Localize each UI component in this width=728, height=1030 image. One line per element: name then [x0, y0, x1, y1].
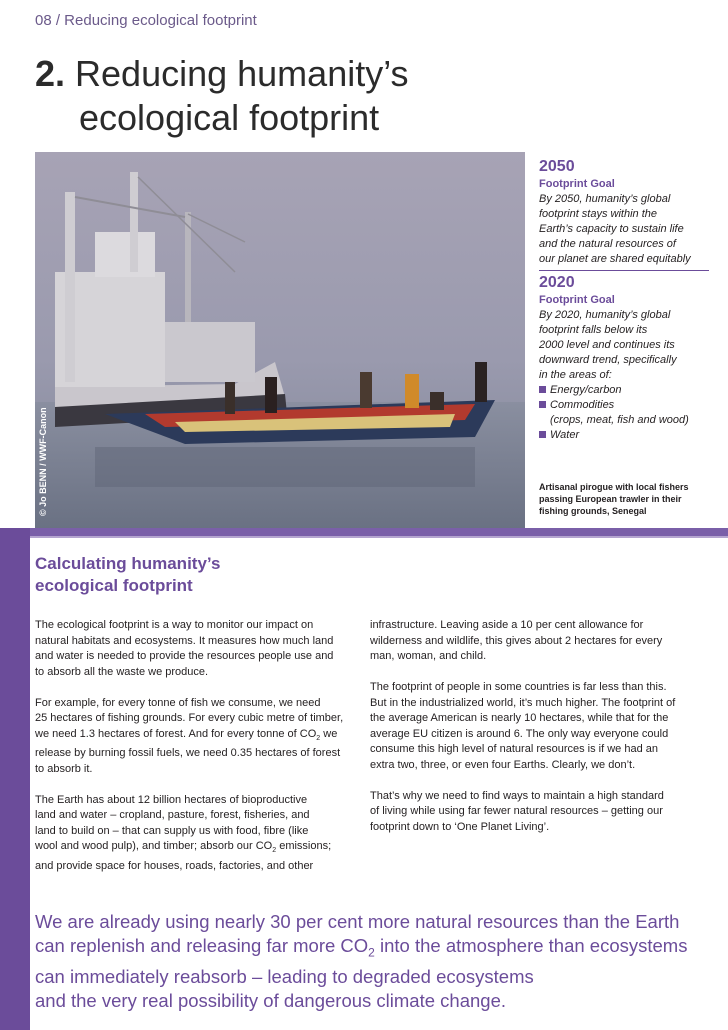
running-head: 08 / Reducing ecological footprint	[35, 12, 257, 29]
photo-caption	[539, 481, 709, 517]
text-line: footprint down to ‘One Planet Living’.	[370, 820, 550, 833]
goal-2050-box	[539, 157, 709, 267]
page-title	[35, 52, 409, 140]
text-column-right	[370, 618, 700, 851]
text-line: and water is needed to provide the resources people use and	[35, 650, 334, 662]
caption-line: Artisanal pirogue with local fishers	[539, 482, 689, 492]
goal-2050-line: our planet are shared equitably	[539, 253, 691, 265]
photo-credit: © Jo BENN / WWF-Canon	[38, 407, 48, 516]
goal-2020-line: 2000 level and continues its	[539, 339, 675, 351]
text-line: and provide space for houses, roads, factories, and other	[35, 859, 314, 872]
list-item	[539, 383, 709, 398]
section-heading-line: ecological footprint	[35, 576, 193, 595]
goal-2020-text	[539, 308, 709, 383]
text-line: average EU citizen is around 6. The only way everyone could	[370, 727, 669, 740]
paragraph	[370, 789, 700, 836]
pull-quote-line: can immediately reabsorb – leading to degraded ecosystems	[35, 965, 534, 987]
goal-2050-year: 2050	[539, 158, 575, 175]
goal-2020-areas	[539, 383, 709, 443]
list-item	[539, 428, 709, 443]
goal-2050-text	[539, 192, 709, 267]
list-item	[539, 398, 709, 428]
bullet-square-icon	[539, 386, 546, 393]
subscript: 2	[272, 847, 277, 855]
text-line: The Earth has about 12 billion hectares of bioproductive	[35, 793, 308, 806]
area-label: Commodities	[550, 399, 615, 411]
text-line: 25 hectares of fishing grounds. For every cubic metre of timber,	[35, 712, 344, 724]
paragraph	[370, 680, 700, 773]
pull-quote-line: We are already using nearly 30 per cent more natural resources than the Earth	[35, 911, 680, 932]
text-line: That’s why we need to find ways to maintain a high standard	[370, 789, 664, 802]
goal-2050-line: Earth’s capacity to sustain life	[539, 223, 684, 235]
paragraph	[35, 696, 357, 778]
goal-2020-line: downward trend, specifically	[539, 354, 677, 366]
text-line: we	[320, 727, 338, 740]
section-band	[30, 528, 728, 536]
text-line: The footprint of people in some countries is far less than this.	[370, 681, 667, 693]
text-line: consume this high level of natural resources is if we had an	[370, 743, 658, 755]
section-band-light	[30, 536, 728, 538]
subscript: 2	[368, 945, 375, 960]
left-accent-bar	[0, 528, 30, 1030]
goal-divider	[539, 270, 709, 271]
section-heading-line: Calculating humanity’s	[35, 554, 221, 573]
area-label: Water	[550, 429, 580, 441]
text-line: extra two, three, or even four Earths. Clearly, we don’t.	[370, 758, 636, 771]
goal-2020-line: By 2020, humanity’s global	[539, 309, 671, 321]
caption-line: passing European trawler in their	[539, 494, 682, 504]
text-line: wilderness and wildlife, this gives about 2 hectares for every	[370, 634, 663, 647]
text-column-left	[35, 618, 357, 890]
text-line: land and water – cropland, pasture, forest, fisheries, and	[35, 809, 310, 822]
section-heading	[35, 553, 220, 597]
goal-2020-box	[539, 270, 709, 443]
area-label: Energy/carbon	[550, 384, 622, 396]
text-line: natural habitats and ecosystems. It measures how much land	[35, 634, 334, 647]
pull-quote-line: and the very real possibility of dangerous climate change.	[35, 989, 506, 1011]
bullet-square-icon	[539, 431, 546, 438]
text-line: to absorb all the waste we produce.	[35, 665, 209, 678]
text-line: emissions;	[276, 840, 332, 853]
paragraph	[35, 793, 357, 875]
goal-2020-line: footprint falls below its	[539, 324, 648, 336]
area-sublabel: (crops, meat, fish and wood)	[550, 414, 689, 426]
text-line: The ecological footprint is a way to monitor our impact on	[35, 619, 314, 631]
paragraph	[370, 618, 700, 665]
goal-2020-year: 2020	[539, 274, 575, 291]
title-line-2: ecological footprint	[79, 97, 380, 138]
goal-2020-label: Footprint Goal	[539, 294, 615, 306]
goal-2050-line: footprint stays within the	[539, 208, 658, 220]
goal-2050-line: and the natural resources of	[539, 238, 676, 250]
goal-2050-label: Footprint Goal	[539, 178, 615, 190]
fishing-boats-photo	[35, 152, 525, 528]
text-line: can replenish and releasing far more CO	[35, 935, 369, 956]
text-line: into the atmosphere than ecosystems	[374, 935, 688, 956]
text-line: of living while using far fewer natural resources – getting our	[370, 805, 663, 817]
text-line: For example, for every tonne of fish we consume, we need	[35, 696, 321, 709]
photo-illustration	[35, 152, 525, 528]
text-line: we need 1.3 hectares of forest. And for every tonne of CO	[35, 727, 317, 740]
text-line: the average American is nearly 10 hectares, while that for the	[370, 712, 669, 724]
text-line: land to build on – that can supply us with food, fibre (like	[35, 824, 309, 837]
bullet-square-icon	[539, 401, 546, 408]
text-line: to absorb it.	[35, 762, 93, 775]
goal-2020-line: in the areas of:	[539, 369, 612, 381]
caption-line: fishing grounds, Senegal	[539, 506, 647, 516]
text-line: man, woman, and child.	[370, 650, 487, 662]
title-number: 2.	[35, 53, 66, 94]
subscript: 2	[316, 734, 321, 742]
pull-quote-line	[35, 934, 705, 965]
text-line: infrastructure. Leaving aside a 10 per cent allowance for	[370, 619, 644, 631]
text-line: wool and wood pulp), and timber; absorb our CO	[35, 840, 273, 853]
text-line: release by burning fossil fuels, we need 0.35 hectares of forest	[35, 747, 341, 760]
title-line-1: Reducing humanity’s	[65, 53, 409, 94]
pull-quote	[35, 910, 705, 1013]
paragraph	[35, 618, 357, 680]
text-line: But in the industrialized world, it’s much higher. The footprint of	[370, 696, 676, 709]
goal-2050-line: By 2050, humanity’s global	[539, 193, 671, 205]
